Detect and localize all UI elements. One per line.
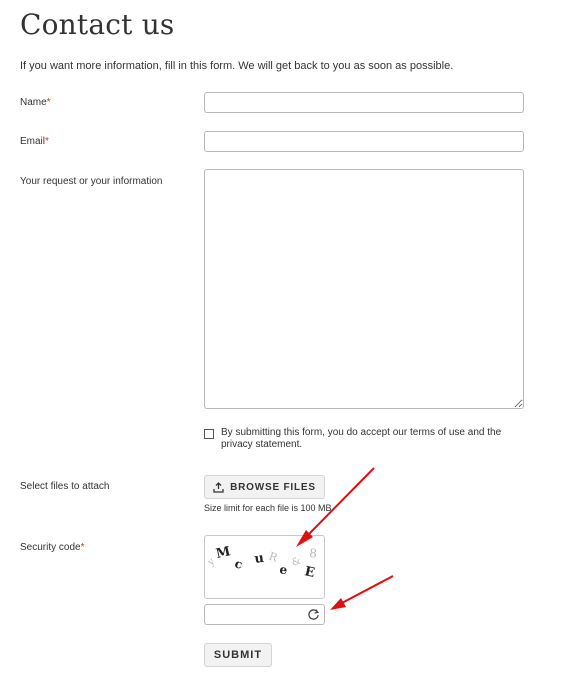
arrow-to-captcha-icon <box>296 468 374 547</box>
request-label: Your request or your information <box>20 176 163 187</box>
files-label: Select files to attach <box>20 481 110 492</box>
browse-files-label: BROWSE FILES <box>230 481 316 493</box>
page-title: Contact us <box>20 8 175 41</box>
required-mark: * <box>80 542 85 553</box>
size-limit-text: Size limit for each file is 100 MB <box>204 503 332 513</box>
captcha-glyph: c <box>233 556 244 572</box>
required-mark: * <box>45 136 49 147</box>
consent-text: By submitting this form, you do accept our terms of use and the privacy statement. <box>221 427 502 450</box>
required-mark: * <box>46 97 51 108</box>
captcha-glyph: & <box>290 555 303 569</box>
captcha-glyph: y <box>205 556 218 569</box>
captcha-glyph: R <box>266 549 280 565</box>
captcha-glyph: 8 <box>308 546 318 561</box>
submit-label: SUBMIT <box>213 649 263 661</box>
captcha-glyph: e <box>278 562 289 578</box>
captcha-glyph: M <box>214 544 232 562</box>
intro-text: If you want more information, fill in this form. We will get back to you as soon as possible. <box>20 60 454 72</box>
email-label-text: Email <box>20 136 46 147</box>
arrow-to-refresh-icon <box>330 576 393 610</box>
captcha-glyph: u <box>253 550 265 567</box>
name-label-text: Name <box>20 97 47 108</box>
captcha-glyph: E <box>303 564 316 581</box>
security-label-text: Security code <box>20 542 81 553</box>
